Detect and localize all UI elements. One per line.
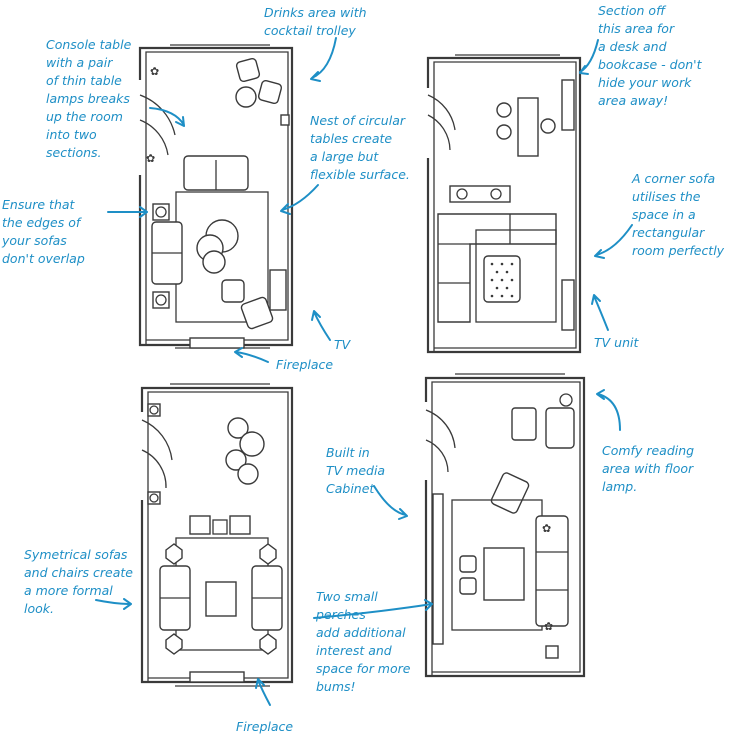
plant-icon: ✿ <box>150 65 160 78</box>
chair <box>238 464 258 484</box>
side-table <box>260 634 276 654</box>
tv-media-cabinet <box>433 494 443 644</box>
annotation-fireplace-top: Fireplace <box>276 357 334 372</box>
side-table <box>166 544 182 564</box>
annotation-symmetrical: Symetrical sofas and chairs create a more formal look. <box>24 547 133 616</box>
annotation-corner: A corner sofa utilises the space in a rectangular room perfectly <box>632 171 725 258</box>
plan-bottom-left <box>142 384 292 686</box>
annotation-tv-unit: TV unit <box>594 335 639 350</box>
round-table <box>240 432 264 456</box>
annotation-comfy: Comfy reading area with floor lamp. <box>602 443 695 494</box>
plan-bottom-right <box>426 374 584 676</box>
annotation-builtin: Built in TV media Cabinet <box>326 445 386 496</box>
tv-unit <box>270 270 286 310</box>
annotation-drinks: Drinks area with cocktail trolley <box>264 5 367 38</box>
plant-icon: ✿ <box>542 522 552 535</box>
reading-armchair <box>546 408 574 448</box>
plant-icon: ✿ <box>544 620 554 633</box>
perch-stool <box>460 556 476 572</box>
coffee-table <box>206 582 236 616</box>
armchair <box>230 516 250 534</box>
annotation-tv: TV <box>334 337 351 352</box>
floor-lamp <box>560 394 572 406</box>
fireplace <box>190 672 244 682</box>
armchair <box>190 516 210 534</box>
plant-pot <box>546 646 558 658</box>
sofa <box>536 516 568 626</box>
fireplace <box>190 338 244 348</box>
armchair <box>240 296 273 329</box>
desk-chair <box>541 119 555 133</box>
nest-table <box>203 251 225 273</box>
coffee-table <box>484 548 524 600</box>
armchair <box>490 472 530 515</box>
annotation-fireplace-bottom: Fireplace <box>236 719 294 734</box>
plant-icon: ✿ <box>146 152 156 165</box>
ottoman <box>512 408 536 440</box>
stool <box>497 125 511 139</box>
armchair <box>222 280 244 302</box>
plan-top-right <box>428 55 580 352</box>
stool <box>497 103 511 117</box>
armchair <box>258 80 282 104</box>
annotation-section: Section off this area for a desk and bookcase - don't hide your work area away! <box>598 3 702 108</box>
tv-unit <box>562 280 574 330</box>
side-table <box>166 634 182 654</box>
annotation-edges: Ensure that the edges of your sofas don't overlap <box>2 197 85 266</box>
trolley <box>281 115 289 125</box>
bookcase <box>562 80 574 130</box>
perch-stool <box>460 578 476 594</box>
annotation-console: Console table with a pair of thin table lamps breaks up the room into two sections. <box>46 37 132 160</box>
side-table <box>260 544 276 564</box>
side-table <box>236 87 256 107</box>
desk <box>518 98 538 156</box>
annotation-perches: Two small perches add additional interest and space for more bums! <box>316 589 411 694</box>
annotation-nest: Nest of circular tables create a large but flexible surface. <box>310 113 410 182</box>
plan-top-left <box>140 45 292 348</box>
armchair <box>236 58 260 82</box>
